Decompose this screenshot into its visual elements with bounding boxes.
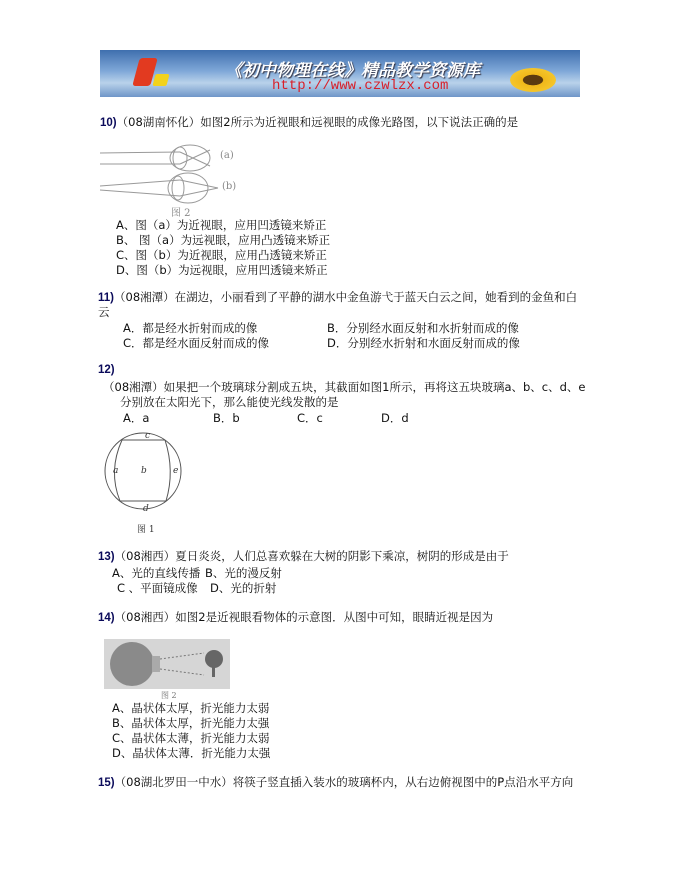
site-banner [100, 50, 580, 97]
question-14 [98, 610, 493, 625]
sunflower-image [510, 68, 556, 92]
figure-caption: 图 2 [161, 691, 177, 700]
question-number: 10) [100, 117, 117, 129]
option-a: A、晶状体太厚，折光能力太弱 [112, 701, 270, 715]
option-c: C、图（b）为近视眼，应用凸透镜来矫正 [116, 248, 327, 262]
question-text: （08湘潭）如果把一个玻璃球分割成五块，其截面如图1所示，再将这五块玻璃a、b、c、d、e [103, 380, 586, 394]
piece-label-b: b [141, 466, 147, 476]
question-number: 12) [98, 364, 115, 376]
piece-label-a: a [113, 466, 119, 476]
piece-label-e: e [173, 466, 179, 476]
option-b: B、晶状体太厚，折光能力太强 [112, 716, 270, 730]
logo-icon-accent [152, 74, 169, 86]
option-a: A、光的直线传播 [112, 566, 201, 580]
option-a: A、图（a）为近视眼，应用凹透镜来矫正 [116, 218, 327, 232]
question-11 [98, 290, 577, 305]
question-13 [98, 549, 509, 564]
question-text: （08湘西）夏日炎炎，人们总喜欢躲在大树的阴影下乘凉，树阴的形成是由于 [114, 549, 509, 563]
piece-label-c: c [145, 431, 151, 441]
question-text-continued: 云 [98, 305, 110, 319]
option-a: A．都是经水折射而成的像 [123, 321, 258, 335]
question-number: 15) [98, 777, 115, 789]
piece-label-d: d [143, 504, 149, 514]
figure-caption: 图 2 [171, 208, 191, 219]
option-d: D．分别经水折射和水面反射而成的像 [327, 336, 520, 350]
option-b: B、 图（a）为远视眼，应用凸透镜来矫正 [116, 233, 331, 247]
myopia-eye-image [104, 639, 230, 689]
question-number: 13) [98, 551, 115, 563]
question-text: （08湘西）如图2是近视眼看物体的示意图．从图中可知，眼睛近视是因为 [114, 610, 494, 624]
question-10 [100, 115, 518, 130]
figure-label-a: (a) [220, 150, 234, 161]
glass-sphere-diagram [103, 427, 183, 517]
banner-title: 《初中物理在线》精品教学资源库 [225, 61, 480, 81]
option-c: C．都是经水面反射而成的像 [123, 336, 270, 350]
option-d: D．d [381, 411, 409, 425]
option-c: C．c [297, 411, 323, 425]
question-text: （08湖南怀化）如图2所示为近视眼和远视眼的成像光路图，以下说法正确的是 [116, 115, 519, 129]
option-b: B．分别经水面反射和水折射而成的像 [327, 321, 519, 335]
question-text: （08湖北罗田一中水）将筷子竖直插入装水的玻璃杯内，从右边俯视图中的P点沿水平方向 [114, 775, 574, 789]
figure-caption: 图 1 [137, 525, 155, 535]
option-c: C 、平面镜成像 [117, 581, 198, 595]
option-a: A．a [123, 411, 150, 425]
question-number: 14) [98, 612, 115, 624]
question-number: 11) [98, 292, 114, 304]
option-c: C、晶状体太薄，折光能力太弱 [112, 731, 270, 745]
question-text: （08湘潭）在湖边，小丽看到了平静的湖水中金鱼游弋于蓝天白云之间，她看到的金鱼和白 [114, 290, 578, 304]
option-d: D、晶状体太薄．折光能力太强 [112, 746, 271, 760]
option-b: B．b [213, 411, 240, 425]
option-b: B、光的漫反射 [205, 566, 282, 580]
banner-url: http://www.czwlzx.com [272, 78, 449, 94]
figure-label-b: (b) [222, 181, 237, 192]
option-d: D、光的折射 [210, 581, 277, 595]
question-15 [98, 775, 573, 790]
question-text-continued: 分别放在太阳光下，那么能使光线发散的是 [120, 395, 339, 409]
option-d: D、图（b）为远视眼，应用凹透镜来矫正 [116, 263, 328, 277]
